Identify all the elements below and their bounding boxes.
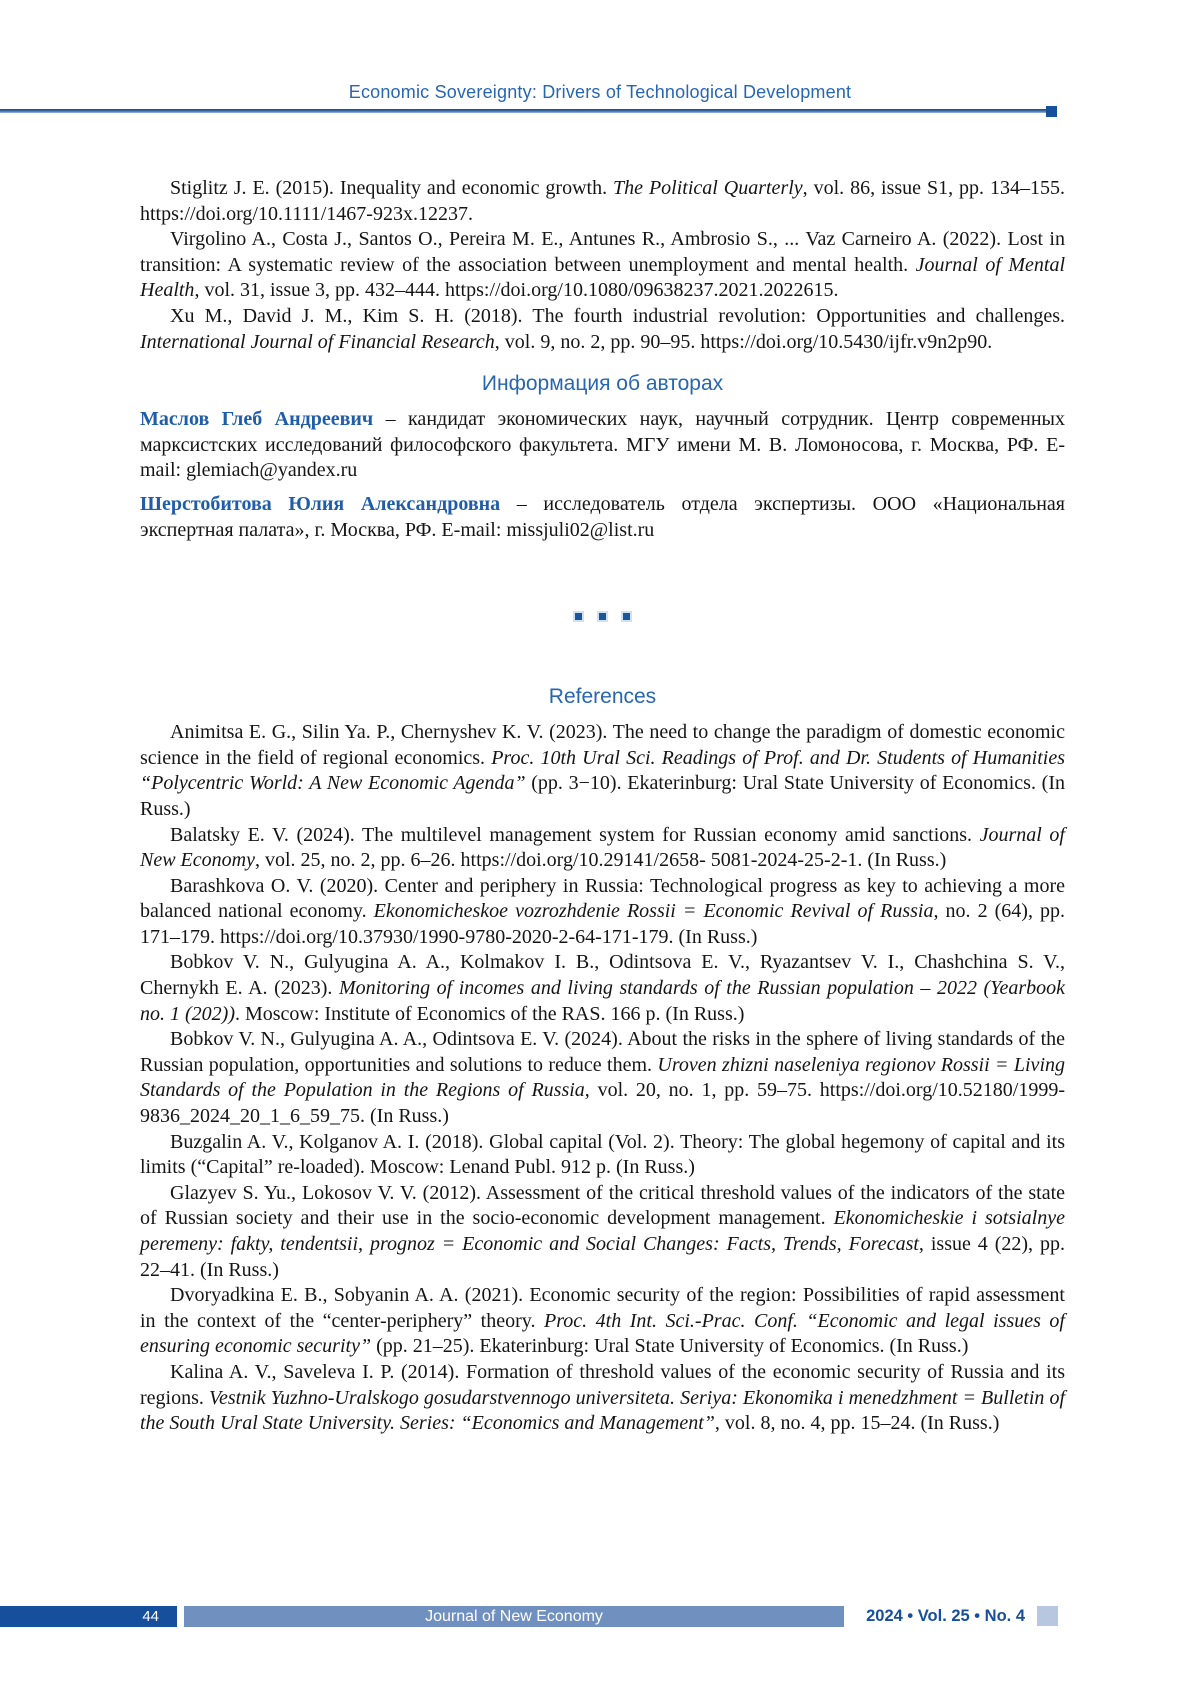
authors-section-heading: Информация об авторах — [481, 372, 724, 396]
text-segment: (pp. 21–25). Ekaterinburg: Ural State University of Economics. (In Russ.) — [371, 1335, 969, 1358]
pre-references-block — [140, 176, 1065, 355]
text-segment: Journal of New Economy — [140, 823, 1065, 872]
reference-entry — [140, 176, 1065, 227]
author-entry — [140, 407, 1065, 484]
text-segment: Animitsa E. G., Silin Ya. P., Chernyshev K. V. (2023). The need to change the paradigm of domestic economic science in the field of regional economics. — [140, 721, 1065, 769]
text-segment: Bobkov V. N., Gulyugina A. A., Odintsova E. V. (2024). About the risks in the sphere of living standards of the Russian population, opportunities and solutions to reduce them. — [140, 1028, 1065, 1076]
text-segment: Vestnik Yuzhno-Uralskogo gosudarstvennogo universiteta. Seriya: Ekonomika i menedzhment = Bulletin of the South Ural State University. Series: “Economics and Management” — [140, 1386, 1065, 1435]
text-segment: , vol. 20, no. 1, pp. 59–75. https://doi.org/10.52180/1999-9836_2024_20_1_6_59_75. (In Russ.) — [140, 1079, 1065, 1128]
text-segment: , vol. 86, issue S1, pp. 134–155. https://doi.org/10.1111/1467-923x.12237. — [140, 177, 1065, 225]
references-block — [140, 720, 1065, 1437]
text-segment: Uroven zhizni naseleniya regionov Rossii = Living Standards of the Population in the Regions of Russia — [140, 1053, 1065, 1102]
text-segment: Glazyev S. Yu., Lokosov V. V. (2012). Assessment of the critical threshold values of the indicators of the state of Russian society and their use in the socio-economic development management. — [140, 1181, 1065, 1230]
text-segment: , vol. 8, no. 4, pp. 15–24. (In Russ.) — [714, 1412, 1000, 1435]
text-segment: The Political Quarterly — [613, 177, 803, 199]
footer-journal-name: Journal of New Economy — [184, 1606, 844, 1627]
reference-entry — [140, 227, 1065, 304]
text-segment: Bobkov V. N., Gulyugina A. A., Kolmakov I. B., Odintsova E. V., Ryazantsev V. I., Chashchina S. V., Chernykh E. A. (2023). — [140, 951, 1065, 1000]
reference-entry — [140, 1360, 1065, 1437]
author-entry — [140, 492, 1065, 543]
text-segment: Barashkova O. V. (2020). Center and periphery in Russia: Technological progress as key to achieving a more balanced national economy. — [140, 874, 1065, 923]
reference-entry — [140, 823, 1065, 874]
authors-block — [140, 407, 1065, 543]
text-segment: Buzgalin A. V., Kolganov A. I. (2018). Global capital (Vol. 2). Theory: The global hegemony of capital and its limits (“Capital” re-loaded). Moscow: Lenand Publ. 912 p. (In Russ.) — [140, 1130, 1065, 1179]
footer-page-number: 44 — [0, 1606, 177, 1627]
header-rule — [0, 109, 1048, 113]
text-segment: , issue 4 (22), pp. 22–41. (In Russ.) — [140, 1233, 1065, 1281]
text-segment: Journal of Mental Health — [140, 253, 1065, 302]
text-segment: – кандидат экономических наук, научный сотрудник. Центр современных марксистских исследований философского факультета. МГУ имени М. В. Ломоносова, г. Москва, РФ. E-mail: glemiach@yandex.ru — [140, 408, 1065, 482]
text-segment: Xu M., David J. M., Kim S. H. (2018). The fourth industrial revolution: Opportunities and challenges. — [170, 304, 1065, 327]
author-name: Шерстобитова Юлия Александровна — [140, 492, 501, 515]
text-segment: Ekonomicheskoe vozrozhdenie Rossii = Economic Revival of Russia — [373, 900, 934, 923]
text-segment: , vol. 31, issue 3, pp. 432–444. https://doi.org/10.1080/09638237.2021.2022615. — [194, 279, 839, 302]
reference-entry — [140, 304, 1065, 355]
text-segment: Monitoring of incomes and living standards of the Russian population – 2022 (Yearbook no. 1 (202)) — [140, 977, 1065, 1025]
text-segment: , vol. 25, no. 2, pp. 6–26. https://doi.org/10.29141/2658- 5081-2024-25-2-1. (In Russ.) — [254, 849, 947, 872]
reference-entry — [140, 950, 1065, 1027]
main-column — [140, 176, 1065, 1437]
separator-dot-icon — [623, 613, 630, 620]
text-segment: , vol. 9, no. 2, pp. 90–95. https://doi.org/10.5430/ijfr.v9n2p90. — [494, 330, 993, 353]
text-segment: Kalina A. V., Saveleva I. P. (2014). Formation of threshold values of the economic security of Russia and its regions. — [140, 1360, 1065, 1409]
text-segment: , no. 2 (64), pp. 171–179. https://doi.org/10.37930/1990-9780-2020-2-64-171-179. (In Russ.) — [140, 900, 1066, 948]
reference-entry — [140, 1283, 1065, 1360]
text-segment: Proc. 10th Ural Sci. Readings of Prof. and Dr. Students of Humanities “Polycentric World: A New Economic Agenda” — [140, 746, 1065, 795]
text-segment: Virgolino A., Costa J., Santos O., Pereira M. E., Antunes R., Ambrosio S., ... Vaz Carneiro A. (2022). Lost in transition: A systematic review of the association between unemployment and mental health. — [140, 228, 1065, 276]
author-name: Маслов Глеб Андреевич — [140, 408, 374, 431]
text-segment: International Journal of Financial Research — [140, 330, 495, 353]
reference-entry — [140, 874, 1065, 951]
text-segment: Balatsky E. V. (2024). The multilevel management system for Russian economy amid sanctions. — [170, 823, 980, 846]
reference-entry — [140, 720, 1065, 822]
reference-entry — [140, 1130, 1065, 1181]
footer-end-square-icon — [1037, 1606, 1058, 1626]
footer-issue-info: 2024 • Vol. 25 • No. 4 — [866, 1607, 1025, 1625]
text-segment: (pp. 3−10). Ekaterinburg: Ural State University of Economics. (In Russ.) — [140, 772, 1065, 820]
separator-dot-icon — [599, 613, 606, 620]
reference-entry — [140, 1027, 1065, 1129]
text-segment: Proc. 4th Int. Sci.-Prac. Conf. “Economic and legal issues of ensuring economic security” — [140, 1309, 1065, 1358]
text-segment: . Moscow: Institute of Economics of the RAS. 166 p. (In Russ.) — [234, 1002, 745, 1025]
running-title: Economic Sovereignty: Drivers of Technological Development — [348, 82, 852, 102]
text-segment: Stiglitz J. E. (2015). Inequality and economic growth. — [170, 177, 614, 199]
references-section-heading: References — [548, 685, 657, 709]
reference-entry — [140, 1181, 1065, 1283]
header-rule-end-square-icon — [1046, 106, 1057, 117]
separator-dot-icon — [575, 613, 582, 620]
text-segment: Dvoryadkina E. B., Sobyanin A. A. (2021). Economic security of the region: Possibilities of rapid assessment in the context of the “center-periphery” theory. — [140, 1284, 1065, 1332]
text-segment: Ekonomicheskie i sotsialnye peremeny: fakty, tendentsii, prognoz = Economic and Social Changes: Facts, Trends, Forecast — [140, 1207, 1065, 1255]
section-separator-dots-icon — [140, 613, 1065, 620]
text-segment: – исследователь отдела экспертизы. ООО «Национальная экспертная палата», г. Москва, РФ. E-mail: missjuli02@list.ru — [140, 492, 1066, 541]
